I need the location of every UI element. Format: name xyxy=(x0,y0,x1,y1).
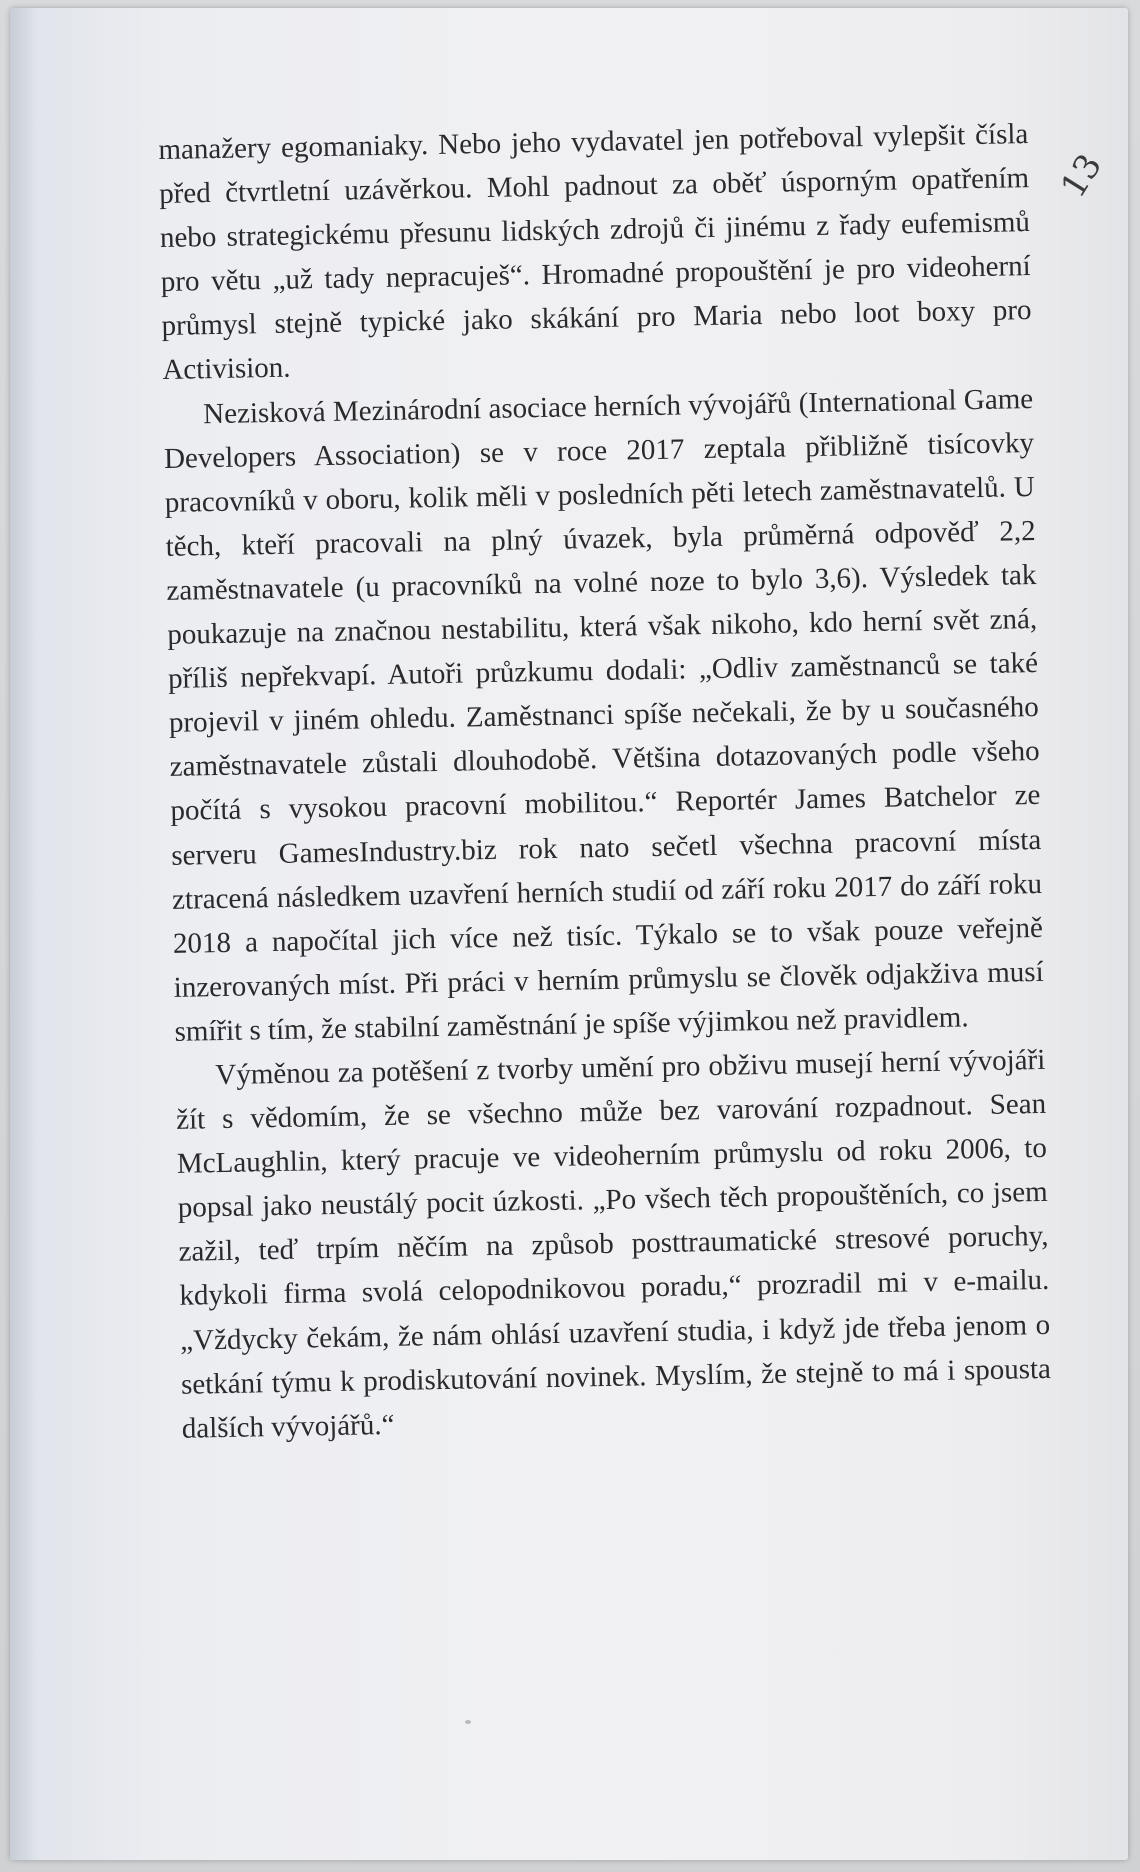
body-text xyxy=(158,112,1052,1451)
book-page xyxy=(10,8,1128,1860)
paragraph-1: manažery egomaniaky. Nebo jeho vydavatel jen potřeboval vylepšit čísla před čtvrtletní uzávěrkou. Mohl padnout za oběť úsporným opatřením nebo strategickému přesunu lidských zdrojů či jinému z řady eufemismů pro větu „už tady nepracuješ“. Hromadné propouštění je pro videoherní průmysl stejně typické jako skákání pro Maria nebo loot boxy pro Activision. xyxy=(158,118,1032,387)
page-number: 13 xyxy=(1053,147,1111,205)
page-gutter-edge xyxy=(10,8,36,1860)
paper-mark xyxy=(465,1720,471,1724)
paragraph-2: Nezisková Mezinárodní asociace herních vývojářů (International Game Developers Association) se v roce 2017 zeptala přibližně tisícovky pracovníků v oboru, kolik měli v posledních pěti letech zaměstnavatelů. U těch, kteří pracovali na plný úvazek, byla průměrná odpověď 2,2 zaměstnavatele (u pracovníků na volné noze to bylo 3,6). Výsledek tak poukazuje na značnou nestabilitu, která však nikoho, kdo herní svět zná, příliš nepřekvapí. Autoři průzkumu dodali: „Odliv zaměstnanců se také projevil v jiném ohledu. Zaměstnanci spíše nečekali, že by u současného zaměstnavatele zůstali dlouhodobě. Většina dotazovaných podle všeho počítá s vysokou pracovní mobilitou.“ Reportér James Batchelor ze serveru GamesIndustry.biz rok nato sečetl všechna pracovní místa ztracená následkem uzavření herních studií od září roku 2017 do září roku 2018 a napočítal jich více než tisíc. Týkalo se to však pouze veřejně inzerovaných míst. Při práci v herním průmyslu se člověk odjakživa musí smířit s tím, že stabilní zaměstnání je spíše výjimkou než pravidlem. xyxy=(163,382,1044,1048)
paragraph-3: Výměnou za potěšení z tvorby umění pro obživu musejí herní vývojáři žít s vědomím, že se všechno může bez varování rozpadnout. Sean McLaughlin, který pracuje ve videoherním průmyslu od roku 2006, to popsal jako neustálý pocit úzkosti. „Po všech těch propouštěních, co jsem zažil, teď trpím něčím na způsob posttraumatické stresové poruchy, kdykoli firma svolá celopodnikovou poradu,“ prozradil mi v e-mailu. „Vždycky čekám, že nám ohlásí uzavření studia, i když jde třeba jenom o setkání týmu k prodiskutování novinek. Myslím, že stejně to má i spousta dalších vývojářů.“ xyxy=(175,1043,1052,1445)
